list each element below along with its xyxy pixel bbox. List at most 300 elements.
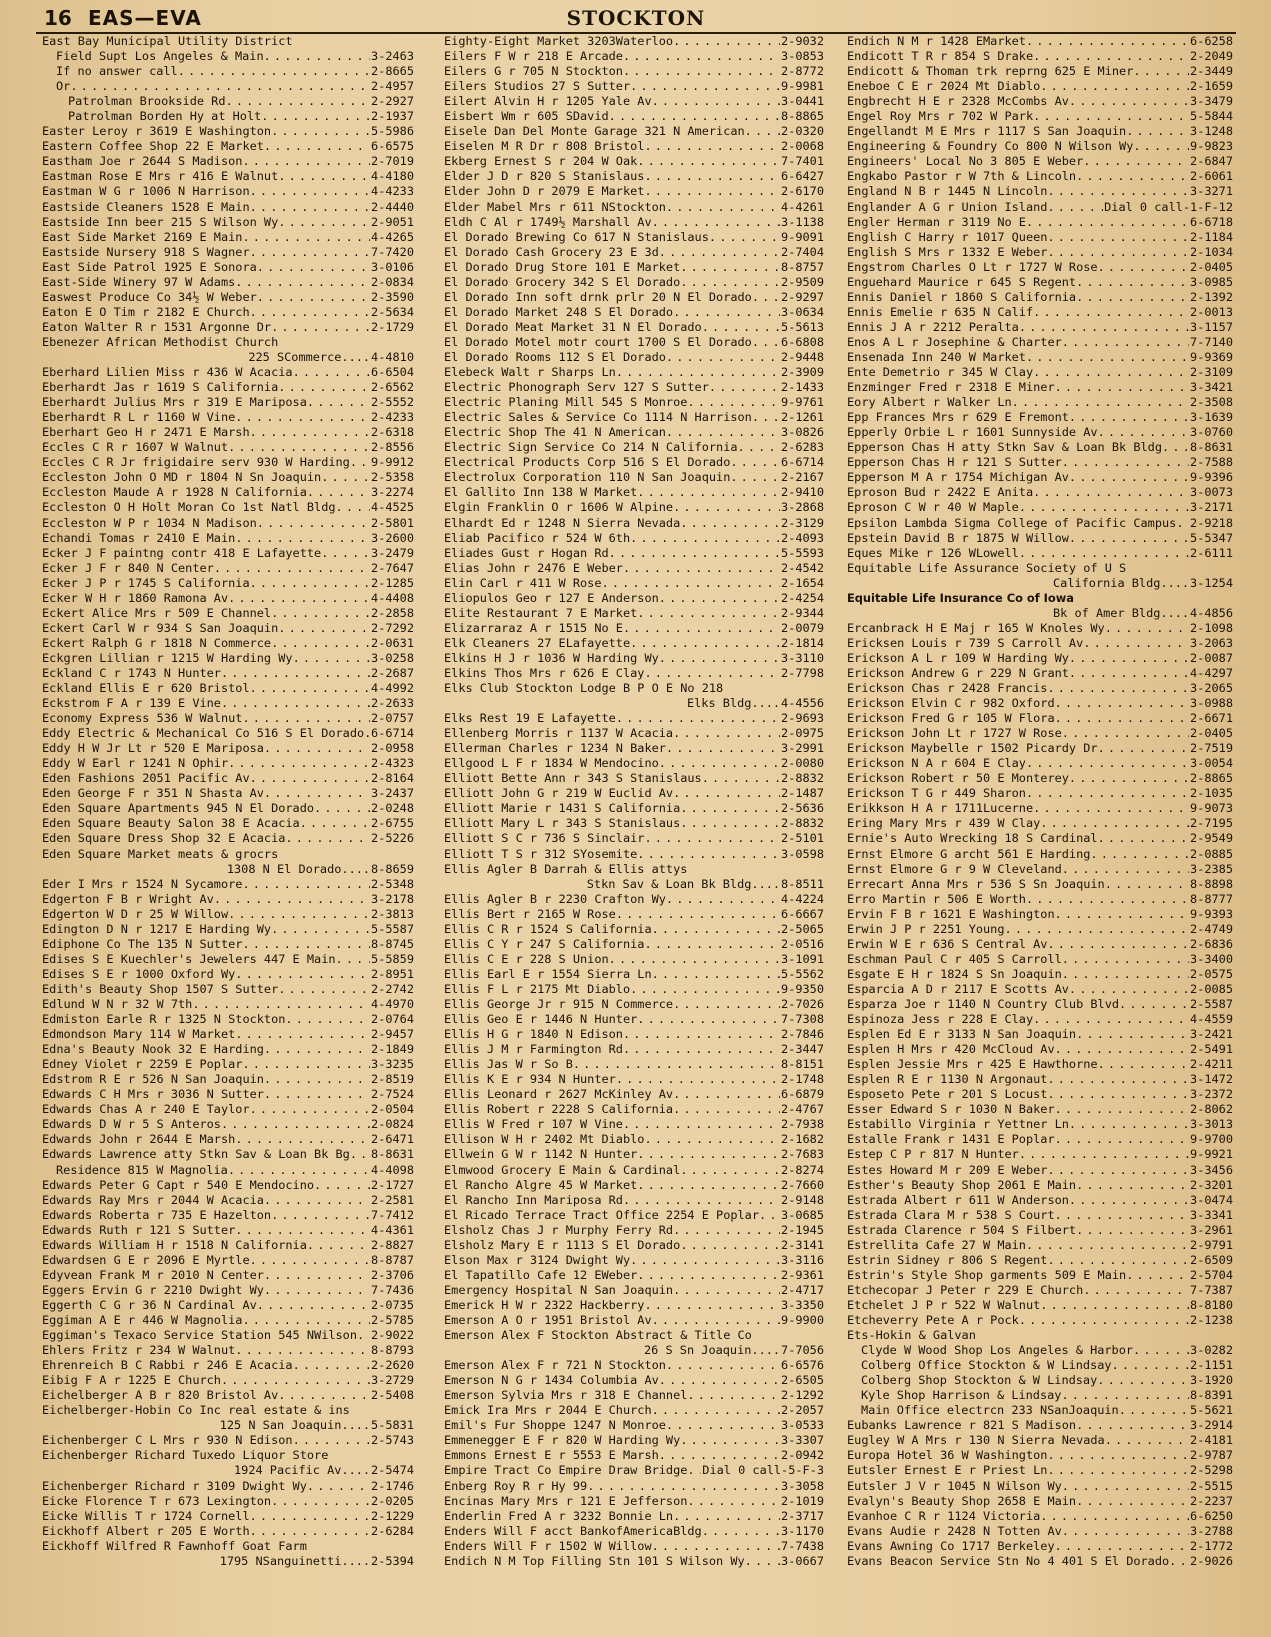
leader-dots <box>1062 335 1189 350</box>
listing-phone: 2-5394 <box>371 1553 414 1568</box>
listing-name: Ehlers Fritz r 234 W Walnut <box>42 1343 236 1358</box>
leader-dots <box>659 1373 780 1388</box>
listing-name: Eliades Gust r Hogan Rd <box>444 545 609 560</box>
listing-phone: 2-0504 <box>371 1102 414 1117</box>
listing-phone: 4-4810 <box>371 349 414 364</box>
listing-name: Ellis C R r 1524 S California <box>444 921 652 936</box>
listing-phone: 2-7660 <box>781 1177 824 1192</box>
listing-phone: 2-8665 <box>371 64 414 79</box>
listing-phone: 7-7436 <box>371 1282 414 1297</box>
leader-dots <box>250 305 370 320</box>
listing-name: Elkins H J r 1036 W Harding Wy <box>444 650 659 665</box>
listing-name: Eckland C r 1743 N Hunter <box>42 665 221 680</box>
listing-name: Ercanbrack H E Maj r 165 W Knoles Wy <box>847 620 1105 635</box>
leader-dots <box>250 1524 370 1539</box>
listing-entry <box>847 260 1233 275</box>
listing-entry <box>847 816 1233 831</box>
leader-dots <box>666 1418 780 1433</box>
listing-address: 1795 NSanguinetti <box>219 1553 342 1568</box>
listing-name: Main Office electrcn 233 NSanJoaquin <box>861 1403 1119 1418</box>
listing-name: Emergency Hospital N San Joaquin <box>444 1282 674 1297</box>
listing-phone: 2-5408 <box>371 1388 414 1403</box>
leader-dots <box>1076 275 1189 290</box>
listing-phone: 2-7404 <box>781 244 824 259</box>
leader-dots <box>178 64 370 79</box>
listing-phone: 5-5593 <box>781 545 824 560</box>
listing-entry <box>847 245 1233 260</box>
listing-phone: 9-9396 <box>1190 470 1233 485</box>
listing-entry <box>42 1027 414 1042</box>
listing-name: Erickson A L r 109 W Harding Wy <box>847 650 1069 665</box>
listing-phone: 9-9912 <box>371 455 414 470</box>
listing-phone: 5-5859 <box>371 951 414 966</box>
leader-dots <box>228 591 370 606</box>
leader-dots <box>1026 756 1189 771</box>
listing-phone: 2-1238 <box>1190 1312 1233 1327</box>
leader-dots <box>687 1388 780 1403</box>
listing-entry <box>42 576 414 591</box>
listing-entry <box>42 531 414 546</box>
listing-name: Ediphone Co The 135 N Sutter <box>42 936 243 951</box>
listing-name: Estabillo Virginia r Yettner Ln <box>847 1117 1069 1132</box>
leader-dots <box>637 1147 780 1162</box>
listing-name: Edington D N r 1217 E Harding Wy <box>42 921 272 936</box>
leader-dots <box>1019 320 1189 335</box>
listing-phone: 2-0735 <box>371 1297 414 1312</box>
listing-name: Eastside Nursery 918 S Wagner <box>42 244 250 259</box>
listing-name: Easwest Produce Co 34½ W Weber <box>42 289 257 304</box>
listing-name: Engineers' Local No 3 805 E Weber <box>847 154 1084 169</box>
listing-name: Elmwood Grocery E Main & Cardinal <box>444 1162 681 1177</box>
leader-dots <box>1047 230 1189 245</box>
listing-entry <box>444 576 824 591</box>
listing-entry <box>444 1253 824 1268</box>
leader-dots <box>1076 169 1189 184</box>
listing-name: Edwards Ruth r 121 S Sutter <box>42 1222 236 1237</box>
listing-phone: 2-0405 <box>1190 259 1233 274</box>
listing-entry <box>444 1554 824 1569</box>
listing-name: Enders Will F r 1502 W Willow <box>444 1538 652 1553</box>
leader-dots <box>300 816 370 831</box>
leader-dots <box>1119 997 1189 1012</box>
listing-phone: 9-9393 <box>1190 906 1233 921</box>
leader-dots <box>1083 1283 1189 1298</box>
listing-phone: 2-0834 <box>371 274 414 289</box>
listing-phone: 2-3109 <box>1190 365 1233 380</box>
listing-entry <box>42 1494 414 1509</box>
leader-dots <box>1098 260 1189 275</box>
listing-name: El Tapatillo Cafe 12 EWeber <box>444 1267 638 1282</box>
listing-entry <box>847 169 1233 184</box>
listing-name: Eastside Cleaners 1528 E Main <box>42 199 250 214</box>
leader-dots <box>666 741 780 756</box>
leader-dots <box>307 1479 370 1494</box>
listing-name: Engler Herman r 3119 No E <box>847 214 1026 229</box>
listing-entry <box>444 1298 824 1313</box>
leader-dots <box>1047 184 1189 199</box>
listing-phone: 2-3909 <box>781 365 824 380</box>
listing-entry <box>444 305 824 320</box>
listing-phone: 3-1157 <box>1190 319 1233 334</box>
listing-entry <box>444 1193 824 1208</box>
listing-phone: 2-5515 <box>1190 1478 1233 1493</box>
listing-name: Electric Shop The 41 N American <box>444 425 666 440</box>
listing-phone: 9-9981 <box>781 79 824 94</box>
listing-name: Eccles C R Jr frigidaire serv 930 W Harding <box>42 455 350 470</box>
listing-name: Ennis Emelie r 635 N Calif <box>847 304 1034 319</box>
listing-name: Eibig F A r 1225 E Church <box>42 1373 221 1388</box>
listing-phone: 2-0631 <box>371 635 414 650</box>
leader-dots <box>278 380 370 395</box>
listing-name: Epp Frances Mrs r 629 E Fremont <box>847 410 1069 425</box>
leader-dots <box>1069 410 1189 425</box>
listing-phone: 2-5474 <box>371 1463 414 1478</box>
listing-name: Elizarraraz A r 1515 No E <box>444 620 623 635</box>
listing-entry <box>42 1223 414 1238</box>
leader-dots <box>1076 1027 1189 1042</box>
listing-address: 26 S Sn Joaquin <box>644 1343 752 1358</box>
listing-entry <box>42 94 414 109</box>
leader-dots <box>250 1102 370 1117</box>
leader-dots: .... <box>751 1343 781 1358</box>
listing-entry <box>444 1147 824 1162</box>
listing-address: Stkn Sav & Loan Bk Bldg <box>586 876 752 891</box>
listing-phone: 2-1261 <box>781 410 824 425</box>
listing-phone: 2-8164 <box>371 771 414 786</box>
leader-dots <box>1098 425 1189 440</box>
listing-entry <box>444 531 824 546</box>
listing-entry <box>42 1238 414 1253</box>
listing-name: Ellis W Fred r 107 W Vine <box>444 1117 623 1132</box>
listing-entry <box>847 64 1233 79</box>
listing-phone: 8-8631 <box>371 1147 414 1162</box>
listing-name: El Rancho Inn Mariposa Rd <box>444 1192 623 1207</box>
listing-phone: 2-9051 <box>371 214 414 229</box>
listing-name: Eberhart Geo H r 2471 E Marsh <box>42 425 250 440</box>
listing-name: Eberhardt R L r 1160 W Vine <box>42 410 236 425</box>
listing-entry <box>847 1358 1233 1373</box>
listing-entry <box>847 94 1233 109</box>
listing-phone: 5-5844 <box>1190 109 1233 124</box>
listing-entry <box>42 215 414 230</box>
listing-phone: 2-4181 <box>1190 1433 1233 1448</box>
listing-name: Eddy H W Jr Lt r 520 E Mariposa <box>42 741 264 756</box>
listing-phone: 2-9410 <box>781 485 824 500</box>
listing-entry <box>42 245 414 260</box>
listing-name: Eberhardt Jas r 1619 S California <box>42 380 279 395</box>
leader-dots <box>242 937 370 952</box>
leader-dots <box>623 49 780 64</box>
leader-dots <box>1033 1012 1189 1027</box>
listing-phone: 2-4254 <box>781 590 824 605</box>
listing-entry <box>847 1027 1233 1042</box>
listing-entry <box>444 937 824 952</box>
listing-name: Elder John D r 2079 E Market <box>444 184 645 199</box>
leader-dots <box>271 1208 370 1223</box>
listing-name: Eichelberger A B r 820 Bristol Av <box>42 1388 279 1403</box>
leader-dots <box>226 94 371 109</box>
listing-phone: 2-4717 <box>781 1282 824 1297</box>
listing-name: Esparcia A D r 2117 E Scotts Av <box>847 981 1069 996</box>
listing-name: Elsholz Mary E r 1113 S El Dorado <box>444 1237 681 1252</box>
listing-phone: 3-0282 <box>1190 1343 1233 1358</box>
listing-phone: 2-1035 <box>1190 786 1233 801</box>
listing-phone: 2-6318 <box>371 425 414 440</box>
listing-name: Ekberg Ernest S r 204 W Oak <box>444 154 638 169</box>
listing-phone: 2-5065 <box>781 921 824 936</box>
listing-entry <box>444 350 824 365</box>
leader-dots <box>673 726 780 741</box>
listing-entry <box>444 892 824 907</box>
listing-name: Edstrom R E r 526 N San Joaquin <box>42 1072 264 1087</box>
listing-entry <box>42 200 414 215</box>
leader-dots <box>1019 1147 1189 1162</box>
listing-name: Elk Cleaners 27 ELafayette <box>444 635 631 650</box>
leader-dots <box>235 531 370 546</box>
listing-continuation <box>444 696 824 711</box>
leader-dots <box>644 1132 780 1147</box>
leader-dots <box>680 1433 780 1448</box>
listing-entry <box>444 154 824 169</box>
listing-entry <box>847 215 1233 230</box>
leader-dots <box>752 410 780 425</box>
listing-phone: 4-4525 <box>371 500 414 515</box>
listing-entry <box>42 1388 414 1403</box>
listing-entry <box>847 546 1233 561</box>
listing-phone: 2-8519 <box>371 1072 414 1087</box>
listing-name: Eschman Paul C r 405 S Carroll <box>847 951 1062 966</box>
listing-entry <box>42 1253 414 1268</box>
leader-dots <box>1126 1268 1189 1283</box>
leader-dots <box>666 200 780 215</box>
listing-name: Eden Square Apartments 945 N El Dorado <box>42 801 315 816</box>
listing-entry <box>847 49 1233 64</box>
listing-name: Emerick H W r 2322 Hackberry <box>444 1297 645 1312</box>
listing-name: Eden Square Market meats & grocrs <box>42 846 279 861</box>
leader-dots <box>271 1494 370 1509</box>
leader-dots <box>242 1057 370 1072</box>
leader-dots <box>228 440 370 455</box>
leader-dots <box>235 1223 370 1238</box>
listing-name: Eaton Walter R r 1531 Argonne Dr <box>42 319 272 334</box>
leader-dots <box>1047 937 1189 952</box>
leader-dots <box>250 771 370 786</box>
listing-phone: 7-7308 <box>781 1012 824 1027</box>
listing-name: Eccleston W P r 1034 N Madison <box>42 515 257 530</box>
listing-entry <box>42 801 414 816</box>
leader-dots <box>673 1223 780 1238</box>
listing-name: Eichenberger C L Mrs r 930 N Edison <box>42 1433 293 1448</box>
listing-name: Estes Howard M r 209 E Weber <box>847 1162 1048 1177</box>
listing-phone: 2-4767 <box>781 1102 824 1117</box>
listing-phone: 2-5587 <box>1190 997 1233 1011</box>
listing-entry <box>42 831 414 846</box>
listing-entry <box>42 681 414 696</box>
listing-phone: 2-8556 <box>371 440 414 455</box>
listing-phone: Dial 0 call-1-F-12 <box>1104 199 1233 214</box>
listing-phone: 3-3400 <box>1190 951 1233 966</box>
listing-entry <box>847 1388 1233 1403</box>
listing-entry <box>42 1358 414 1373</box>
leader-dots <box>644 169 780 184</box>
listing-phone: 2-9509 <box>781 274 824 289</box>
leader-dots <box>257 1298 370 1313</box>
leader-dots <box>70 79 370 94</box>
listing-entry <box>847 139 1233 154</box>
listing-name: El Gallito Inn 138 W Market <box>444 485 638 500</box>
listing-phone: 2-1034 <box>1190 244 1233 259</box>
page-header <box>36 6 1236 34</box>
listing-phone: 2-6170 <box>781 184 824 199</box>
listing-name: Ellis C Y r 247 S California <box>444 936 645 951</box>
listing-phone: 2-8865 <box>1190 771 1233 786</box>
listing-entry <box>444 1057 824 1072</box>
listing-name: Eccleston Maude A r 1928 N California <box>42 485 307 500</box>
leader-dots <box>1026 350 1189 365</box>
listing-entry <box>847 380 1233 395</box>
listing-name: Edwards Lawrence atty Stkn Sav & Loan Bk Bg <box>42 1147 350 1162</box>
listing-entry <box>42 1448 414 1463</box>
listing-entry <box>847 1554 1233 1569</box>
listing-phone: 6-6879 <box>781 1087 824 1102</box>
listing-phone: 2-2858 <box>371 605 414 620</box>
listing-entry <box>42 591 414 606</box>
listing-name: Esplen H Mrs r 420 McCloud Av <box>847 1042 1055 1057</box>
listing-phone: 3-0667 <box>781 1553 824 1568</box>
listing-name: East Side Patrol 1925 E Sonora <box>42 259 257 274</box>
listing-entry <box>847 1479 1233 1494</box>
listing-entry <box>42 455 414 470</box>
listing-entry <box>42 907 414 922</box>
listing-phone: 3-3479 <box>1190 94 1233 109</box>
leader-dots <box>1105 877 1189 892</box>
leader-dots <box>680 1163 780 1178</box>
leader-dots <box>271 320 370 335</box>
listing-entry <box>444 847 824 862</box>
listing-phone: 6-6718 <box>1190 214 1233 229</box>
listing-entry <box>444 1178 824 1193</box>
listing-phone: 8-8659 <box>371 861 414 876</box>
listing-name: Ellis Agler B Darrah & Ellis attys <box>444 861 688 876</box>
listing-name: Ehrenreich B C Rabbi r 246 E Acacia <box>42 1358 293 1373</box>
leader-dots <box>659 1448 780 1463</box>
listing-entry <box>42 380 414 395</box>
listing-name: Erickson Chas r 2428 Francis <box>847 681 1048 696</box>
listing-entry <box>847 1328 1233 1343</box>
listing-phone: 3-1138 <box>781 214 824 229</box>
listing-phone: 2-6755 <box>371 816 414 831</box>
listing-name: Engel Roy Mrs r 702 W Park <box>847 109 1034 124</box>
leader-dots <box>1033 365 1189 380</box>
leader-dots <box>264 139 370 154</box>
listing-name: Colberg Office Stockton & W Lindsay <box>861 1358 1112 1373</box>
listing-name: Elks Club Stockton Lodge B P O E No 218 <box>444 681 724 696</box>
listing-entry <box>444 1042 824 1057</box>
listing-phone: 2-3447 <box>781 1042 824 1057</box>
listing-entry <box>444 1373 824 1388</box>
listing-name: Ente Demetrio r 345 W Clay <box>847 365 1034 380</box>
listing-name: Eldh C Al r 1749½ Marshall Av <box>444 214 652 229</box>
listing-name: Esgate E H r 1824 S Sn Joaquin <box>847 966 1062 981</box>
listing-name: Epperson M A r 1754 Michigan Av <box>847 470 1069 485</box>
listing-name: Elgin Franklin O r 1606 W Alpine <box>444 500 674 515</box>
leader-dots <box>1033 801 1189 816</box>
listing-name: Edises S E r 1000 Oxford Wy <box>42 966 236 981</box>
listing-phone: 3-1248 <box>1190 124 1233 139</box>
leader-dots <box>271 606 370 621</box>
listing-name: El Dorado Cash Grocery 23 E 3d <box>444 244 659 259</box>
leader-dots: .... <box>341 349 371 364</box>
leader-dots <box>630 636 780 651</box>
listing-name: Engellandt M E Mrs r 1117 S San Joaquin <box>847 124 1127 139</box>
listing-entry <box>847 365 1233 380</box>
listing-entry <box>42 305 414 320</box>
listing-phone: 3-0988 <box>1190 696 1233 711</box>
listing-phone: 9-9900 <box>781 1312 824 1327</box>
leader-dots <box>623 621 780 636</box>
listing-phone: 3-0826 <box>781 425 824 440</box>
leader-dots <box>1026 786 1189 801</box>
listing-name: Ennis J A r 2212 Peralta <box>847 319 1019 334</box>
listing-phone: 2-1659 <box>1190 79 1233 94</box>
listing-entry <box>444 1433 824 1448</box>
listing-phone: 2-9218 <box>1190 515 1233 530</box>
listing-entry <box>847 350 1233 365</box>
listing-name: Elliott Mary L r 343 S Stanislaus <box>444 816 681 831</box>
listing-phone: 2-6505 <box>781 1373 824 1388</box>
listing-phone: 2-7195 <box>1190 816 1233 831</box>
listing-name: Emmenegger E F r 820 W Harding Wy <box>444 1433 681 1448</box>
listing-entry <box>847 154 1233 169</box>
listing-entry <box>847 1147 1233 1162</box>
leader-dots: .... <box>341 1418 371 1433</box>
listing-entry <box>42 1117 414 1132</box>
leader-dots <box>293 365 370 380</box>
listing-phone: 5-5347 <box>1190 530 1233 545</box>
listing-entry <box>847 756 1233 771</box>
leader-dots <box>680 801 780 816</box>
listing-phone: 2-6111 <box>1190 545 1233 560</box>
listing-name: Elliott John G r 219 W Euclid Av <box>444 786 674 801</box>
listing-continuation <box>42 1418 414 1433</box>
listing-name: Ellis Earl E r 1554 Sierra Ln <box>444 966 652 981</box>
listing-phone: 9-9073 <box>1190 801 1233 816</box>
listing-phone: 9-9350 <box>781 981 824 996</box>
listing-phone: 3-3058 <box>781 1478 824 1493</box>
listing-name: Erwin W E r 636 S Central Av <box>847 936 1048 951</box>
leader-dots <box>271 636 370 651</box>
leader-dots <box>242 154 370 169</box>
listing-phone: 2-0080 <box>781 756 824 771</box>
leader-dots <box>293 1358 370 1373</box>
listing-entry <box>42 64 414 79</box>
listing-name: Ellis Robert r 2228 S California <box>444 1102 674 1117</box>
leader-dots <box>250 184 370 199</box>
leader-dots <box>1076 1223 1189 1238</box>
listing-name: Edises S E Kuechler's Jewelers 447 E Main <box>42 951 336 966</box>
listing-name: Colberg Shop Stockton & W Lindsay <box>861 1373 1098 1388</box>
leader-dots <box>687 395 780 410</box>
leader-dots <box>242 1313 370 1328</box>
listing-name: Engbrecht H E r 2328 McCombs Av <box>847 94 1069 109</box>
listing-name: Etchelet J P r 522 W Walnut <box>847 1297 1041 1312</box>
listing-phone: 2-2049 <box>1190 49 1233 64</box>
leader-dots <box>1069 1117 1189 1132</box>
listing-phone: 2-1729 <box>371 319 414 334</box>
leader-dots <box>752 290 780 305</box>
listing-name: Emerson A O r 1951 Bristol Av <box>444 1312 652 1327</box>
listing-entry <box>42 1102 414 1117</box>
